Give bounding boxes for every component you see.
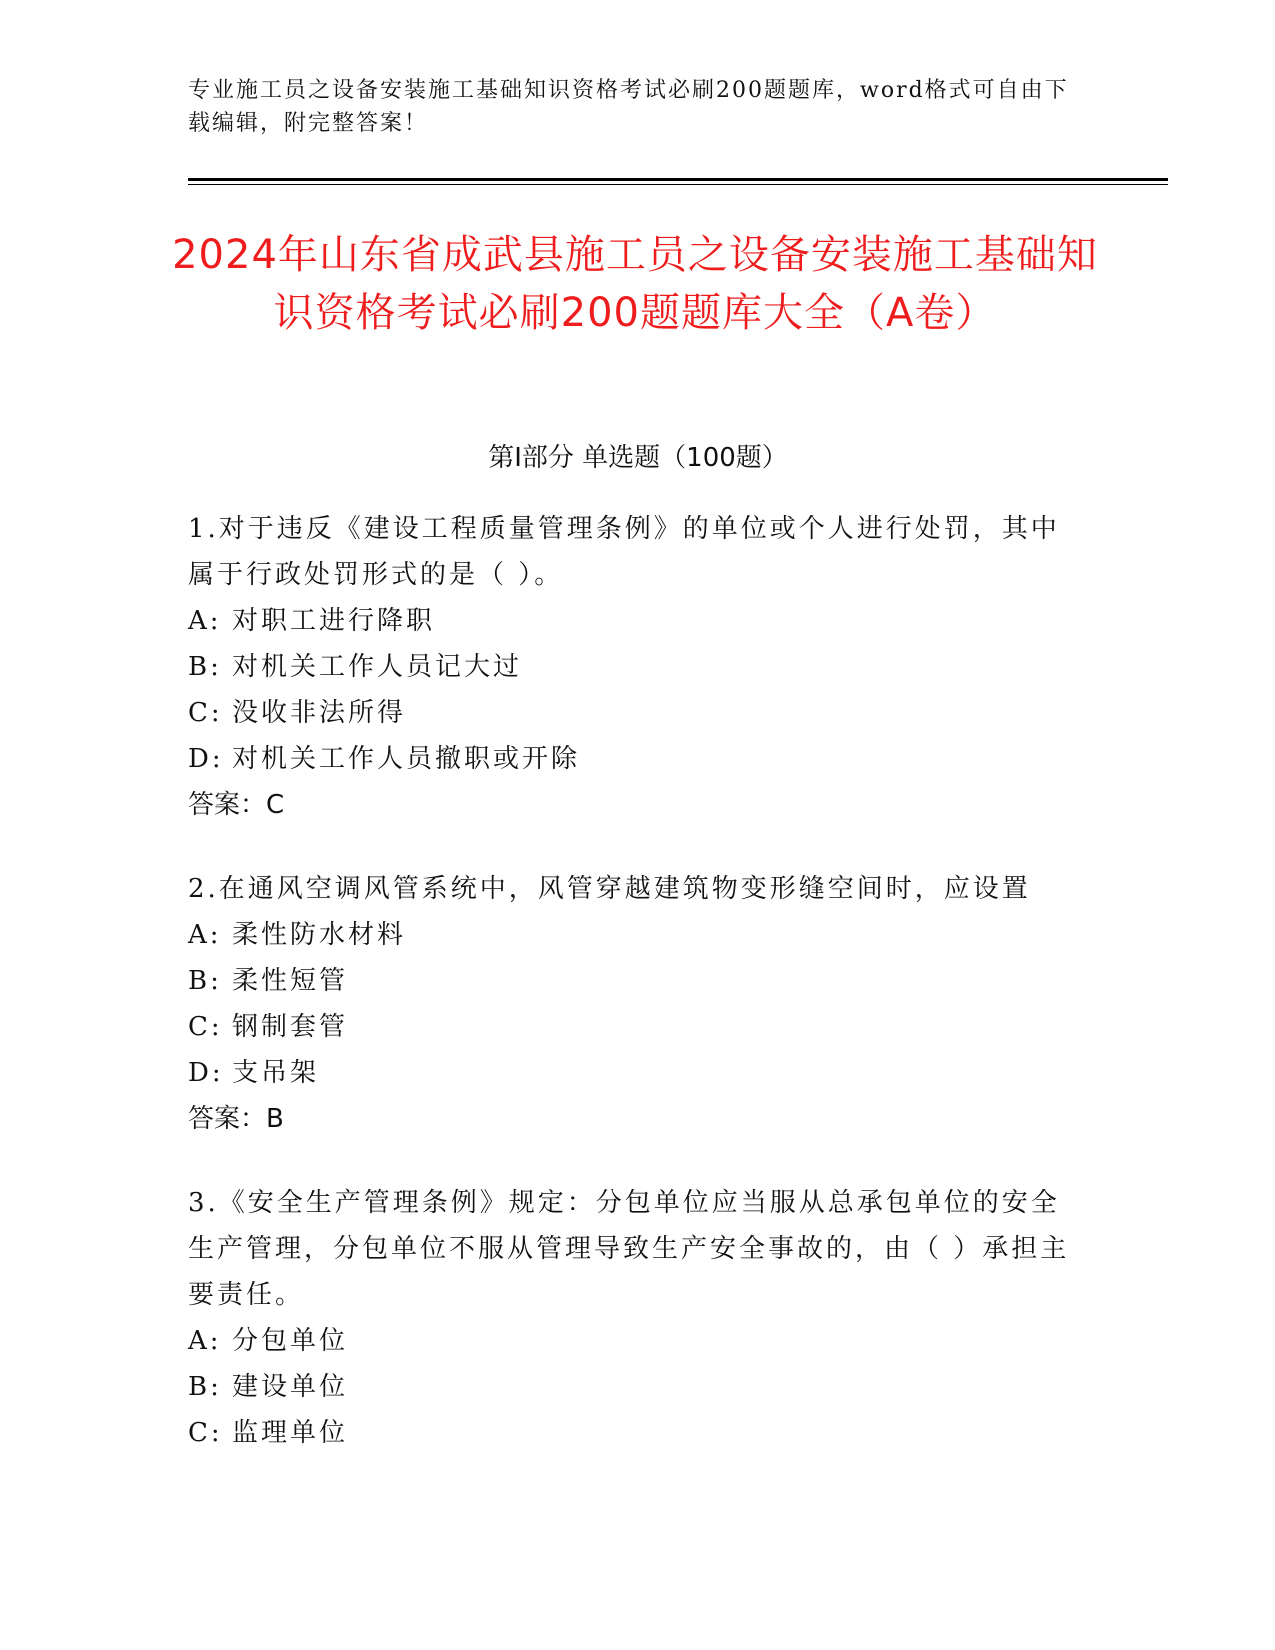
option-key: A: [188,920,222,950]
option-d [188,1050,1088,1096]
document-title: 2024年山东省成武县施工员之设备安装施工基础知识资格考试必刷200题题库大全（A卷） [172,232,1098,336]
option-text: 支吊架 [232,1058,320,1088]
option-key: C: [188,698,223,728]
option-a [188,598,1088,644]
option-c [188,1410,1088,1456]
option-d [188,736,1088,782]
option-a [188,912,1088,958]
option-a [188,1318,1088,1364]
question-1 [188,506,1088,828]
answer-line: 答案：C [188,790,285,820]
option-key: B: [188,652,222,682]
option-key: C: [188,1012,223,1042]
option-c [188,1004,1088,1050]
option-b [188,958,1088,1004]
option-key: C: [188,1418,223,1448]
option-b [188,644,1088,690]
option-text: 柔性短管 [232,966,349,996]
header-rule-thin [188,184,1168,185]
option-b [188,1364,1088,1410]
option-text: 对机关工作人员撤职或开除 [232,744,581,774]
option-text: 对机关工作人员记大过 [232,652,523,682]
header-note: 专业施工员之设备安装施工基础知识资格考试必刷200题题库，word格式可自由下载编辑，附完整答案！ [188,78,1069,136]
option-text: 没收非法所得 [232,698,407,728]
question-2 [188,866,1088,1142]
option-key: B: [188,966,222,996]
option-key: A: [188,1326,222,1356]
question-stem: 1.对于违反《建设工程质量管理条例》的单位或个人进行处罚，其中属于行政处罚形式的是（ ）。 [188,514,1060,590]
question-3 [188,1180,1088,1456]
option-text: 对职工进行降职 [232,606,436,636]
option-key: A: [188,606,222,636]
header-rule-thick [188,178,1168,181]
option-text: 柔性防水材料 [232,920,407,950]
option-text: 钢制套管 [232,1012,349,1042]
question-stem: 2.在通风空调风管系统中，风管穿越建筑物变形缝空间时，应设置 [188,874,1031,904]
question-stem: 3.《安全生产管理条例》规定：分包单位应当服从总承包单位的安全生产管理，分包单位不服从管理导致生产安全事故的，由（ ）承担主要责任。 [188,1188,1070,1310]
option-text: 建设单位 [232,1372,349,1402]
option-text: 监理单位 [232,1418,349,1448]
option-text: 分包单位 [232,1326,349,1356]
option-key: D: [188,1058,224,1088]
option-key: B: [188,1372,222,1402]
option-key: D: [188,744,224,774]
section-heading: 第I部分 单选题（100题） [488,443,788,473]
answer-line: 答案：B [188,1104,284,1134]
option-c [188,690,1088,736]
